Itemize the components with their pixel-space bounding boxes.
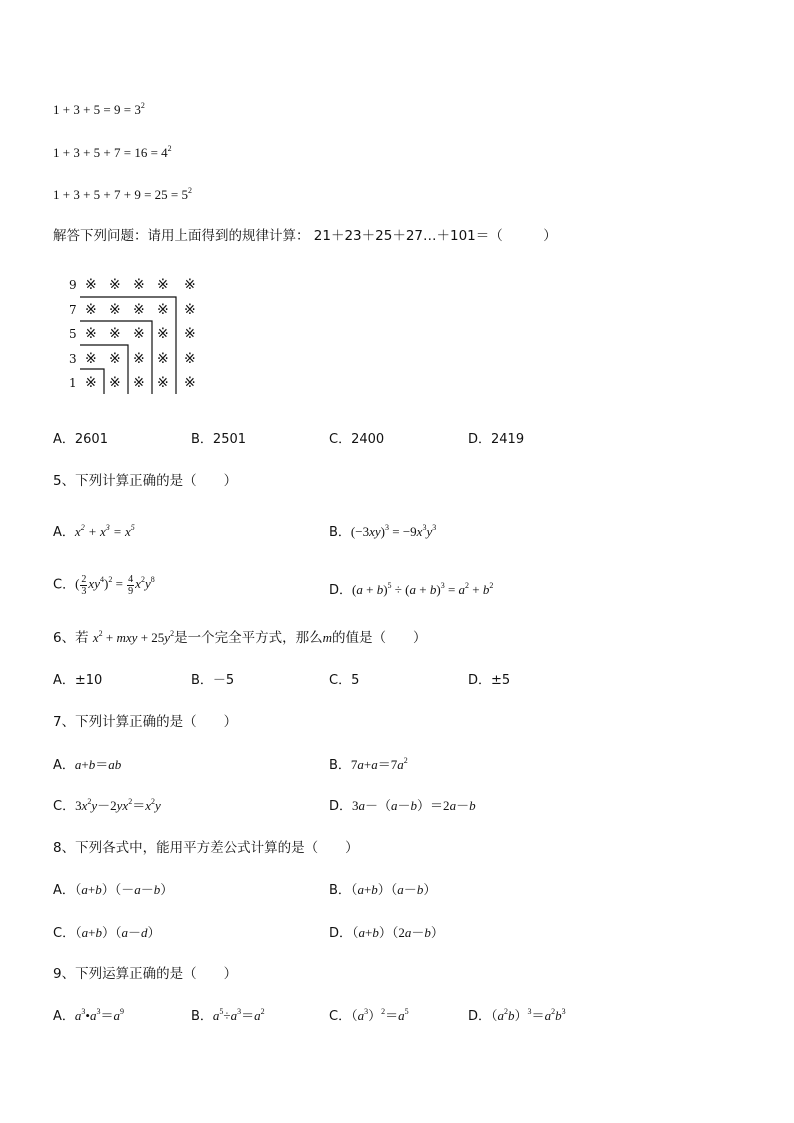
grid-symbol: ※	[157, 326, 169, 342]
q5-option-a[interactable]	[53, 524, 135, 541]
option-label: C．	[53, 926, 76, 941]
option-label: C．	[53, 577, 76, 593]
q5-d-formula: $(a + b)^5 \div (a + b)^3 = a^2 + b^2$	[352, 581, 494, 597]
grid-row-label: 1	[69, 376, 77, 390]
q7-b-formula: $7a+a=7a^2$	[350, 756, 408, 772]
option-label: A．	[53, 758, 75, 773]
q9-option-a[interactable]	[53, 1008, 124, 1025]
q8-c-formula: （a+b）（a－d）	[75, 925, 161, 940]
grid-symbol: ※	[85, 351, 97, 367]
grid-symbol: ※	[184, 302, 196, 318]
q5-prompt: 5、下列计算正确的是（ ）	[53, 473, 238, 489]
option-label: B．	[329, 525, 351, 540]
q6-option-d[interactable]: D．±5	[468, 673, 511, 688]
grid-symbol: ※	[109, 302, 121, 318]
grid-symbol: ※	[184, 277, 196, 293]
q7-c-formula: $3x^2y-2yx^2=x^2y$	[75, 797, 161, 813]
q6-prompt-m: m	[322, 630, 332, 645]
q9-option-c[interactable]	[329, 1008, 409, 1025]
pattern-grid-figure	[60, 272, 220, 400]
grid-symbol: ※	[184, 375, 196, 391]
grid-symbol: ※	[85, 277, 97, 293]
q9-a-formula: $a^3•a^3=a^9$	[74, 1007, 124, 1023]
q6-formula: $x^2$ + mxy + $25y^2$	[92, 629, 175, 645]
grid-symbol: ※	[133, 351, 145, 367]
pattern-line-1	[53, 102, 145, 118]
q4-option-a[interactable]: A．2601	[53, 432, 108, 447]
q4-option-b[interactable]: B．2501	[191, 432, 247, 447]
q4-option-c[interactable]: C．2400	[329, 432, 385, 447]
grid-row-label: 5	[69, 327, 77, 341]
q7-option-c[interactable]	[53, 798, 161, 815]
pattern-line-2	[53, 145, 172, 161]
q6-option-a[interactable]: A．±10	[53, 673, 103, 688]
option-label: C．	[329, 1009, 352, 1024]
grid-symbol: ※	[184, 351, 196, 367]
q6-prompt-prefix: 6、若	[53, 630, 89, 646]
option-label: D．	[329, 583, 353, 598]
q6-prompt	[53, 630, 426, 646]
pattern-line-1-text: 1 + 3 + 5 = 9 = 3	[53, 102, 141, 117]
q9-d-formula: $(a^2b)^3=a^2b^3$	[491, 1007, 566, 1023]
q8-b-formula: （a+b）（a－b）	[350, 882, 437, 897]
q8-option-a[interactable]	[53, 882, 173, 899]
q7-a-formula: a+b＝ab	[74, 757, 122, 772]
grid-symbol: ※	[133, 302, 145, 318]
q5-c-formula: ( $\frac{2}{3}$ $xy^4)^2$ = $\frac{4}{9}$ $x^2y^8$	[75, 574, 155, 597]
grid-symbol: ※	[109, 375, 121, 391]
grid-symbol: ※	[85, 302, 97, 318]
pattern-line-3-text: 1 + 3 + 5 + 7 + 9 = 25 = 5	[53, 187, 188, 202]
grid-symbol: ※	[133, 326, 145, 342]
option-label: B．	[329, 883, 351, 898]
grid-symbol: ※	[157, 375, 169, 391]
grid-symbol: ※	[133, 375, 145, 391]
pattern-line-2-text: 1 + 3 + 5 + 7 = 16 = 4	[53, 145, 168, 160]
grid-symbol: ※	[85, 326, 97, 342]
option-label: A．	[53, 883, 75, 898]
grid-symbol: ※	[85, 375, 97, 391]
grid-row-label: 9	[69, 278, 77, 292]
q7-prompt: 7、下列计算正确的是（ ）	[53, 714, 238, 730]
q8-option-c[interactable]	[53, 925, 160, 942]
option-label: B．	[329, 758, 351, 773]
grid-symbol: ※	[109, 277, 121, 293]
q9-prompt: 9、下列运算正确的是（ ）	[53, 966, 238, 982]
q4-prompt: 解答下列问题：请用上面得到的规律计算： 21＋23＋25＋27…＋101＝（ ）	[53, 228, 557, 244]
pattern-line-2-exp: 2	[167, 144, 172, 153]
option-label: A．	[53, 1009, 75, 1024]
pattern-line-3	[53, 187, 192, 203]
q6-option-c[interactable]: C．5	[329, 673, 360, 688]
q5-option-d[interactable]	[329, 582, 493, 599]
grid-symbol: ※	[109, 351, 121, 367]
option-label: D．	[468, 1009, 492, 1024]
q8-a-formula: （a+b）（－a－b）	[74, 882, 174, 897]
grid-symbol: ※	[157, 277, 169, 293]
option-label: D．	[329, 926, 353, 941]
pattern-line-1-exp: 2	[140, 101, 145, 110]
q6-prompt-end: 的值是（ ）	[331, 630, 427, 646]
grid-symbol: ※	[109, 326, 121, 342]
q8-option-b[interactable]	[329, 882, 436, 899]
q6-option-b[interactable]: B．－5	[191, 673, 235, 688]
q9-b-formula: $a^5\div a^3=a^2$	[212, 1007, 265, 1023]
option-label: D．	[329, 799, 353, 814]
grid-symbol: ※	[157, 351, 169, 367]
q9-option-b[interactable]	[191, 1008, 265, 1025]
grid-symbol: ※	[184, 326, 196, 342]
q9-c-formula: $(a^3)^2=a^5$	[351, 1007, 409, 1023]
option-label: B．	[191, 1009, 213, 1024]
q7-option-a[interactable]	[53, 757, 121, 774]
q8-d-formula: （a+b）（2a－b）	[352, 925, 444, 940]
grid-symbol: ※	[133, 277, 145, 293]
grid-row-label: 7	[69, 303, 77, 317]
q8-prompt: 8、下列各式中，能用平方差公式计算的是（ ）	[53, 840, 359, 856]
q8-option-d[interactable]	[329, 925, 444, 942]
q7-option-b[interactable]	[329, 757, 408, 774]
q5-option-b[interactable]	[329, 524, 436, 541]
pattern-line-3-exp: 2	[188, 186, 192, 195]
q7-option-d[interactable]	[329, 798, 476, 815]
q5-option-c[interactable]	[53, 574, 155, 597]
grid-symbol: ※	[157, 302, 169, 318]
grid-row-label: 3	[69, 352, 77, 366]
q5-a-formula: $x^2 + x^3 = x^5$	[74, 523, 135, 539]
q9-option-d[interactable]	[468, 1008, 566, 1025]
option-label: C．	[53, 799, 76, 814]
option-label: A．	[53, 525, 75, 540]
q7-d-formula: 3a－（a－b）＝2a－b	[352, 798, 476, 813]
q4-option-d[interactable]: D．2419	[468, 432, 525, 447]
q6-prompt-suffix: 是一个完全平方式，那么	[174, 630, 323, 646]
q5-b-formula: $(-3xy)^3 = -9x^3y^3$	[350, 523, 437, 539]
